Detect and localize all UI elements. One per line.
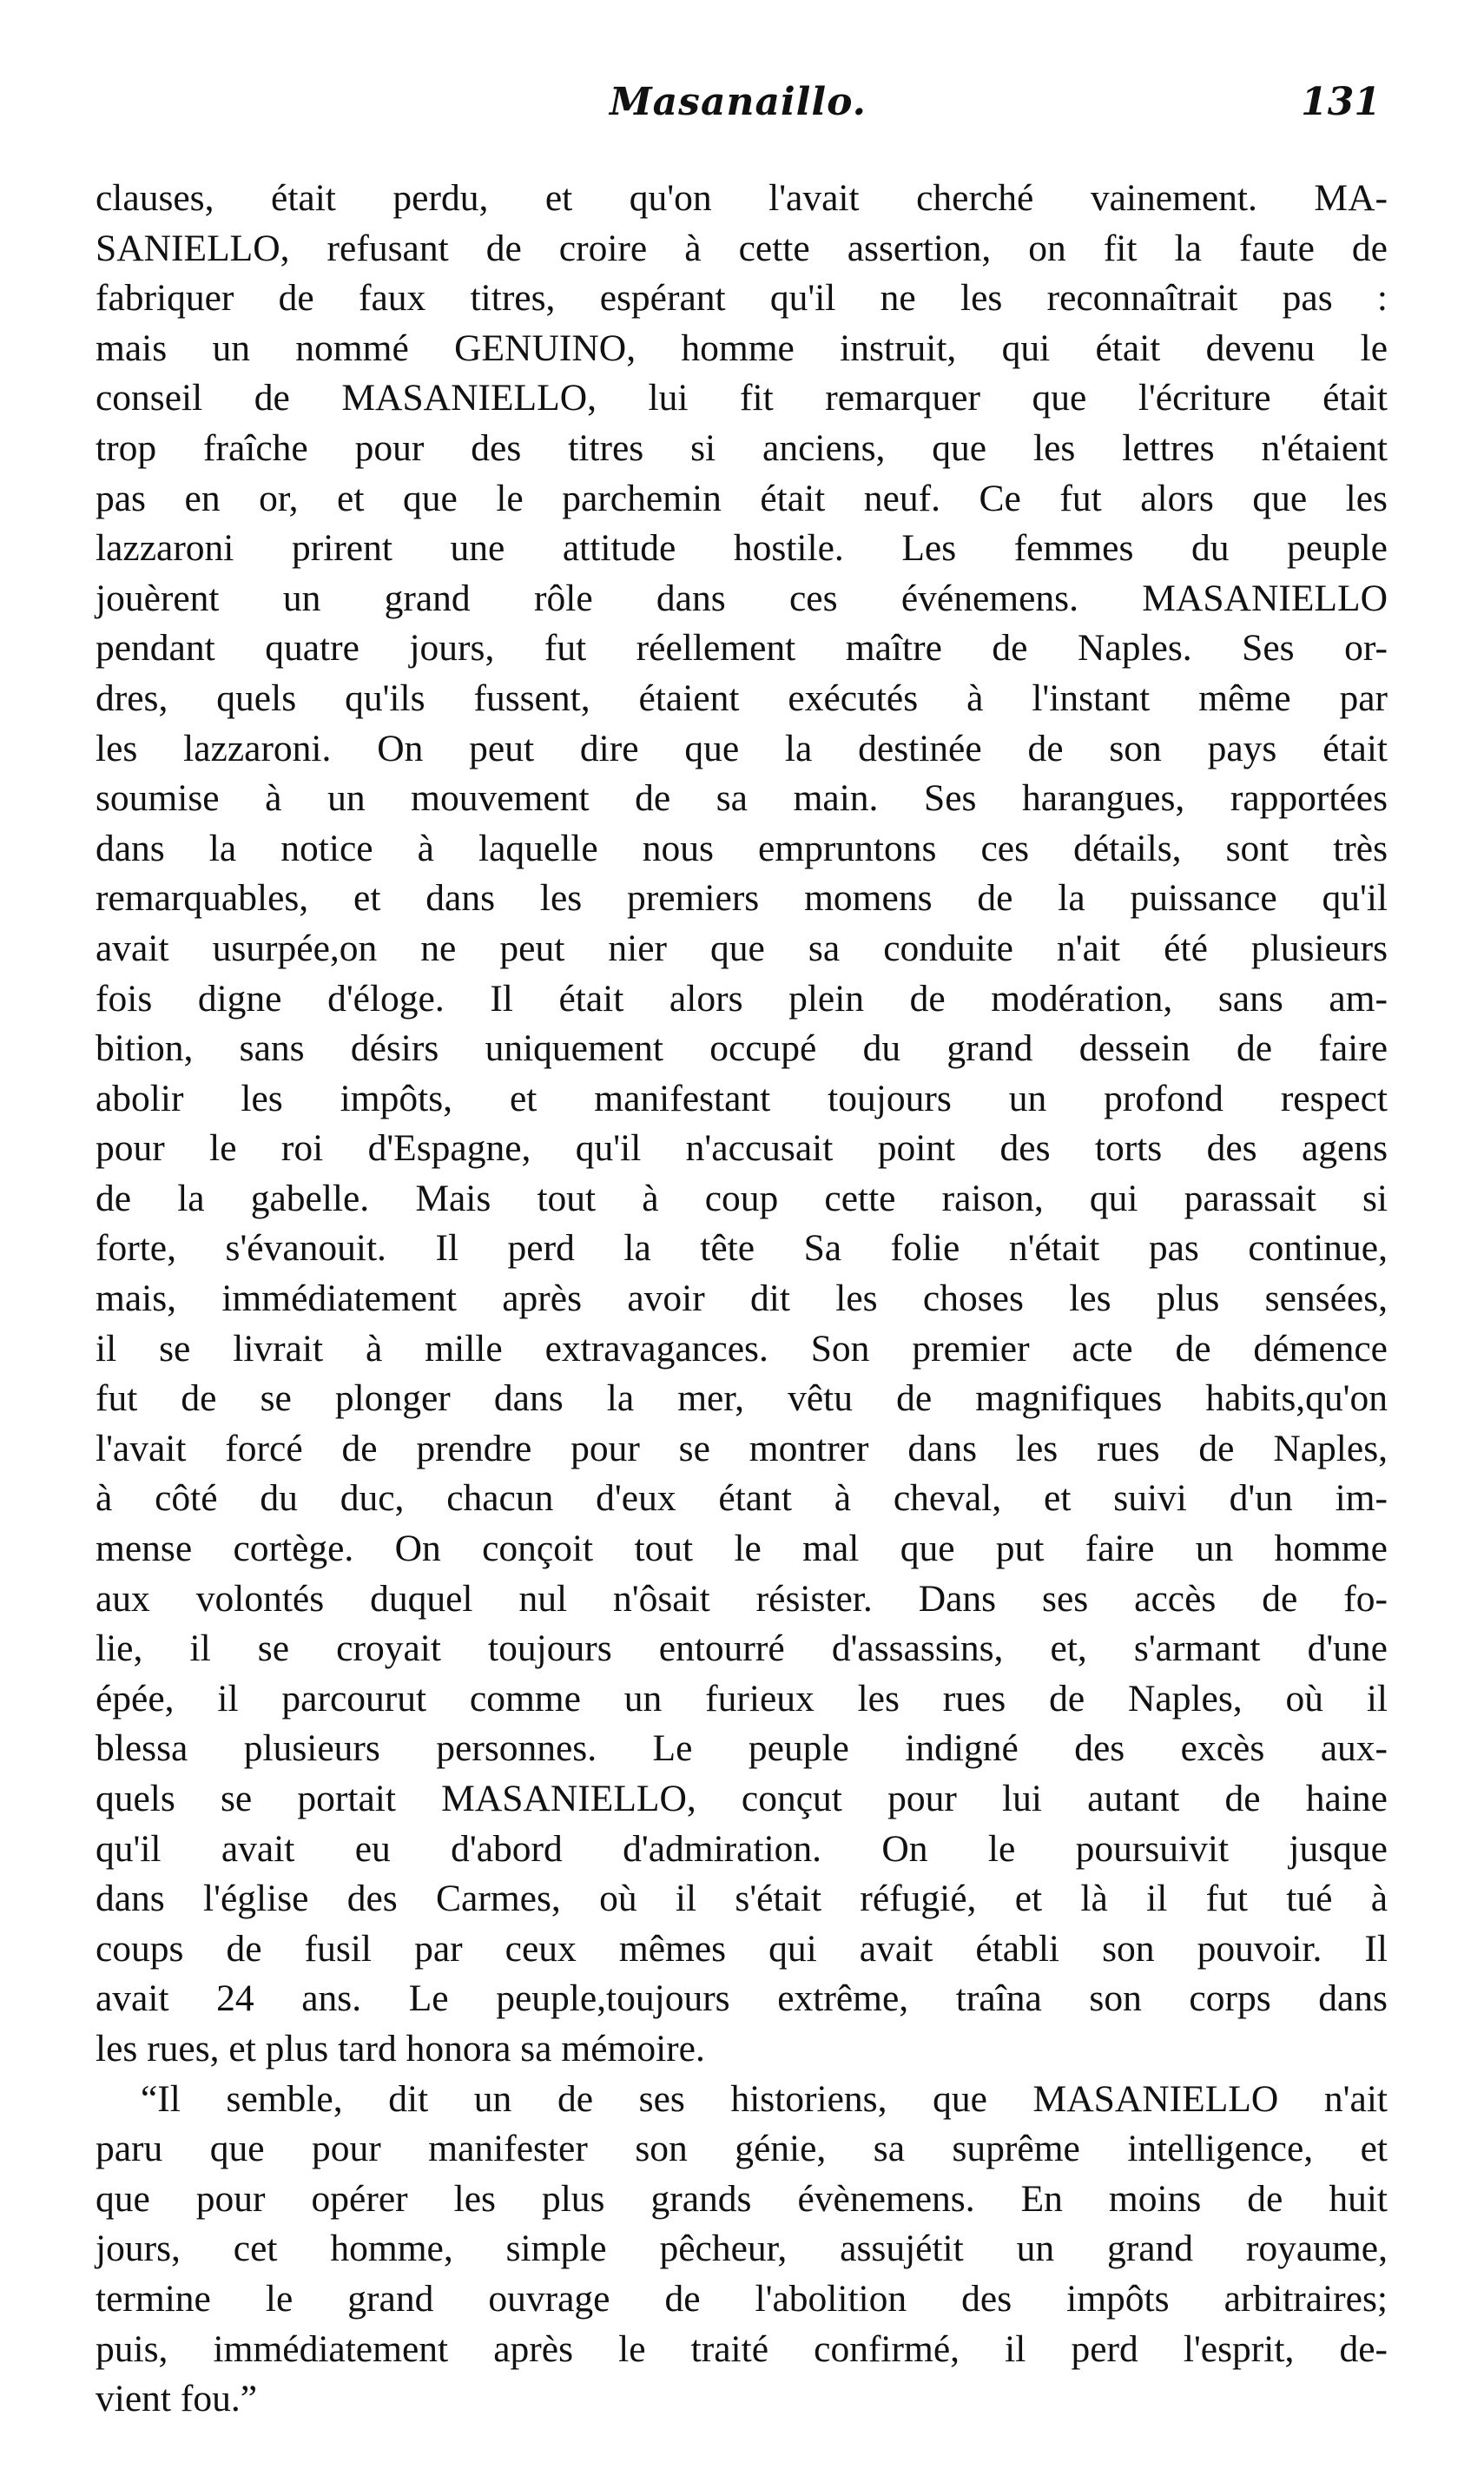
- text-line: pas en or, et que le parchemin était neuf. Ce fut alors que les: [96, 477, 1388, 519]
- text-line: forte, s'évanouit. Il perd la tête Sa folie n'était pas continue,: [96, 1227, 1388, 1270]
- text-line: puis, immédiatement après le traité confirmé, il perd l'esprit, de-: [96, 2327, 1388, 2370]
- paragraph-end-line: vient fou.”: [96, 2378, 258, 2420]
- text-line: à côté du duc, chacun d'eux étant à cheval, et suivi d'un im-: [96, 1477, 1388, 1520]
- text-line: mais, immédiatement après avoir dit les choses les plus sensées,: [96, 1277, 1388, 1320]
- text-line: l'avait forcé de prendre pour se montrer dans les rues de Naples,: [96, 1427, 1388, 1469]
- text-line: de la gabelle. Mais tout à coup cette raison, qui parassait si: [96, 1177, 1388, 1219]
- running-head: [96, 80, 1381, 141]
- text-line: dres, quels qu'ils fussent, étaient exécutés à l'instant même par: [96, 677, 1388, 719]
- text-line: SANIELLO, refusant de croire à cette assertion, on fit la faute de: [96, 227, 1388, 269]
- text-line: avait 24 ans. Le peuple,toujours extrême, traîna son corps dans: [96, 1977, 1388, 2020]
- text-line: soumise à un mouvement de sa main. Ses harangues, rapportées: [96, 777, 1388, 820]
- text-line: fut de se plonger dans la mer, vêtu de magnifiques habits,qu'on: [96, 1377, 1388, 1420]
- text-line: blessa plusieurs personnes. Le peuple indigné des excès aux-: [96, 1727, 1388, 1770]
- text-line: jours, cet homme, simple pêcheur, assujétit un grand royaume,: [96, 2228, 1388, 2270]
- text-line: les lazzaroni. On peut dire que la destinée de son pays était: [96, 727, 1388, 769]
- text-line: bition, sans désirs uniquement occupé du grand dessein de faire: [96, 1027, 1388, 1070]
- paragraph-end-line: les rues, et plus tard honora sa mémoire.: [96, 2027, 705, 2069]
- text-line: remarquables, et dans les premiers momens de la puissance qu'il: [96, 877, 1388, 920]
- text-line: aux volontés duquel nul n'ôsait résister. Dans ses accès de fo-: [96, 1577, 1388, 1620]
- running-title: Masanaillo.: [609, 80, 867, 124]
- quote-start-line: “Il semble, dit un de ses historiens, que MASANIELLO n'ait: [141, 2077, 1388, 2120]
- text-line: pour le roi d'Espagne, qu'il n'accusait point des torts des agens: [96, 1127, 1388, 1170]
- text-line: lie, il se croyait toujours entourré d'assassins, et, s'armant d'une: [96, 1627, 1388, 1670]
- text-line: paru que pour manifester son génie, sa suprême intelligence, et: [96, 2128, 1388, 2170]
- text-line: clauses, était perdu, et qu'on l'avait cherché vainement. MA-: [96, 177, 1388, 219]
- page-number: 131: [1301, 80, 1381, 124]
- text-line: lazzaroni prirent une attitude hostile. Les femmes du peuple: [96, 527, 1388, 570]
- text-line: il se livrait à mille extravagances. Son premier acte de démence: [96, 1327, 1388, 1370]
- text-line: que pour opérer les plus grands évènemens. En moins de huit: [96, 2177, 1388, 2220]
- text-line: coups de fusil par ceux mêmes qui avait établi son pouvoir. Il: [96, 1927, 1388, 1970]
- body-text: [96, 174, 1388, 2425]
- text-line: mense cortège. On conçoit tout le mal que put faire un homme: [96, 1528, 1388, 1570]
- text-line: mais un nommé GENUINO, homme instruit, qui était devenu le: [96, 327, 1388, 369]
- text-line: épée, il parcourut comme un furieux les rues de Naples, où il: [96, 1677, 1388, 1720]
- text-line: dans l'église des Carmes, où il s'était réfugié, et là il fut tué à: [96, 1878, 1388, 1920]
- text-line: conseil de MASANIELLO, lui fit remarquer que l'écriture était: [96, 377, 1388, 419]
- text-line: quels se portait MASANIELLO, conçut pour lui autant de haine: [96, 1778, 1388, 1819]
- text-line: fois digne d'éloge. Il était alors plein de modération, sans am-: [96, 977, 1388, 1020]
- text-line: trop fraîche pour des titres si anciens, que les lettres n'étaient: [96, 426, 1388, 469]
- text-line: abolir les impôts, et manifestant toujours un profond respect: [96, 1077, 1388, 1119]
- text-line: dans la notice à laquelle nous empruntons ces détails, sont très: [96, 827, 1388, 869]
- text-line: jouèrent un grand rôle dans ces événemens. MASANIELLO: [96, 577, 1388, 619]
- text-line: avait usurpée,on ne peut nier que sa conduite n'ait été plusieurs: [96, 927, 1388, 969]
- text-line: pendant quatre jours, fut réellement maître de Naples. Ses or-: [96, 627, 1388, 670]
- text-line: fabriquer de faux titres, espérant qu'il ne les reconnaîtrait pas :: [96, 277, 1388, 320]
- text-line: qu'il avait eu d'abord d'admiration. On le poursuivit jusque: [96, 1827, 1388, 1870]
- text-line: termine le grand ouvrage de l'abolition des impôts arbitraires;: [96, 2277, 1388, 2320]
